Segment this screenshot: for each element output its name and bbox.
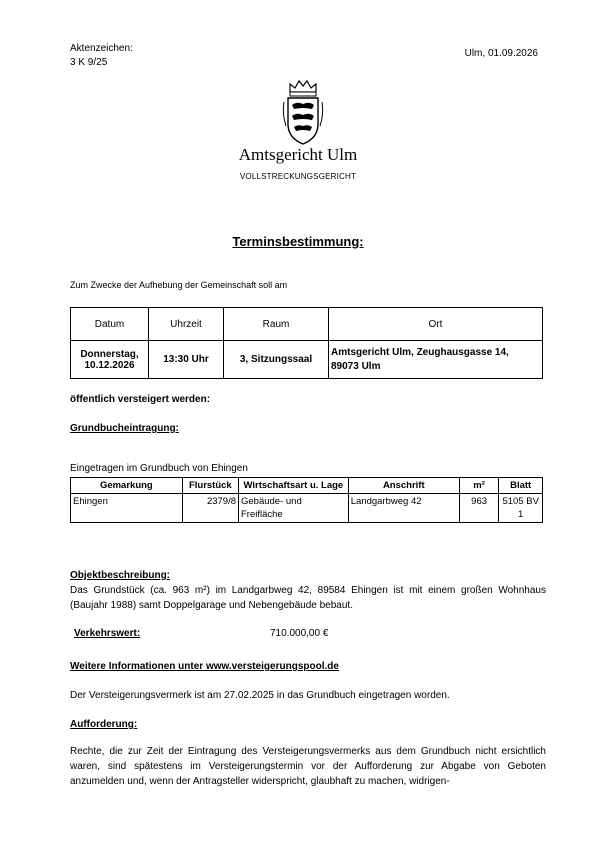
object-description-text: Das Grundstück (ca. 963 m²) im Landgarbweg 42, 89584 Ehingen ist mit einem großen Wohnhaus (Baujahr 1988) samt Doppelgarage und Nebengebäude bebaut. (70, 585, 546, 611)
appointment-place (329, 341, 543, 379)
request-text: Rechte, die zur Zeit der Eintragung des Versteigerungsvermerks aus dem Grundbuch nicht ersichtlich waren, sind spätestens im Versteigerungstermin vor der Aufforderung zur Abgabe von Geboten anzumelden und, wenn der Antragsteller widerspricht, glaubhaft zu machen, widrigen- (70, 746, 546, 787)
land-register-heading: Grundbucheintragung: (70, 423, 179, 434)
market-value: 710.000,00 € (270, 628, 329, 639)
header-uhrzeit: Uhrzeit (149, 308, 224, 341)
cell-wirtschaftsart: Gebäude- und Freifläche (239, 494, 349, 523)
land-register-intro: Eingetragen im Grundbuch von Ehingen (70, 463, 248, 474)
appointment-time: 13:30 Uhr (149, 341, 224, 379)
court-name: Amtsgericht Ulm (238, 145, 358, 164)
header-datum: Datum (71, 308, 149, 341)
document-title: Terminsbestimmung: (232, 234, 364, 249)
appointment-day: 10.12.2026 (84, 359, 135, 371)
cell-qm: 963 (459, 494, 499, 523)
land-register-header-row (71, 478, 543, 494)
cell-gemarkung: Ehingen (71, 494, 183, 523)
cell-anschrift: Landgarbweg 42 (348, 494, 459, 523)
appointment-date (71, 341, 149, 379)
appointment-weekday: Donnerstag, (80, 348, 139, 360)
cell-flurstueck: 2379/8 (182, 494, 238, 523)
place-date: Ulm, 01.09.2026 (464, 48, 538, 59)
header-raum: Raum (224, 308, 329, 341)
appointment-room: 3, Sitzungssaal (224, 341, 329, 379)
case-number: 3 K 9/25 (70, 57, 108, 68)
header-anschrift: Anschrift (348, 478, 459, 494)
appointment-place-line1: Amtsgericht Ulm, Zeughausgasse 14, (331, 347, 509, 358)
header-gemarkung: Gemarkung (71, 478, 183, 494)
intro-text: Zum Zwecke der Aufhebung der Gemeinschaft soll am (70, 280, 288, 290)
header-blatt: Blatt (499, 478, 543, 494)
case-number-label: Aktenzeichen: (70, 43, 133, 54)
coat-of-arms-icon (281, 78, 325, 146)
header-wirtschaftsart: Wirtschaftsart u. Lage (239, 478, 349, 494)
info-link-line: Weitere Informationen unter www.versteigerungspool.de (70, 661, 339, 672)
appointment-value-row (71, 341, 543, 379)
header-qm: m² (459, 478, 499, 494)
case-number-block (70, 42, 133, 70)
request-heading: Aufforderung: (70, 719, 138, 730)
auction-statement: öffentlich versteigert werden: (70, 394, 211, 405)
cell-blatt: 5105 BV 1 (499, 494, 543, 523)
appointment-place-line2: 89073 Ulm (331, 361, 381, 372)
appointment-table (70, 307, 543, 379)
court-department: VOLLSTRECKUNGSGERICHT (239, 172, 357, 181)
registration-note: Der Versteigerungsvermerk ist am 27.02.2025 in das Grundbuch eingetragen worden. (70, 690, 450, 701)
object-description-heading: Objektbeschreibung: (70, 570, 171, 581)
market-value-label: Verkehrswert: (74, 628, 141, 639)
header-ort: Ort (329, 308, 543, 341)
appointment-header-row (71, 308, 543, 341)
table-row (71, 494, 543, 523)
land-register-table (70, 477, 543, 523)
header-flurstueck: Flurstück (182, 478, 238, 494)
